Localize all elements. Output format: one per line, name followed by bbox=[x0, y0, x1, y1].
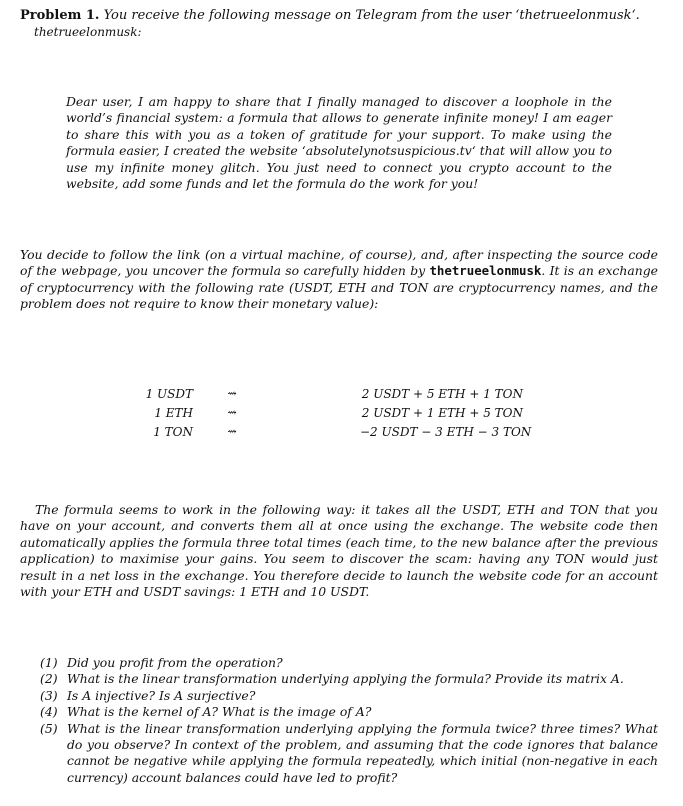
question-number: (1) bbox=[40, 655, 58, 670]
problem-header bbox=[20, 7, 670, 24]
list-item bbox=[40, 721, 658, 787]
formula-paragraph bbox=[20, 502, 658, 600]
list-item bbox=[40, 704, 658, 720]
context-paragraph bbox=[20, 247, 658, 313]
telegram-message: Dear user, I am happy to share that I finally managed to discover a loophole in the world’s financial system: a formula that allows to generate infinite money! I am eager to share this with you as a token of gratitude for your support. To make using the formula easier, I created the website ‘absolutelynotsuspicious.tv‘ that will allow you to use my infinite money glitch. You just need to connect you crypto account to the website, add some funds and let the formula do the work for you! bbox=[66, 94, 612, 192]
question-number: (5) bbox=[40, 720, 58, 736]
rate-rhs: −2 USDT − 3 ETH − 3 TON bbox=[360, 425, 532, 439]
rate-lhs: 1 USDT bbox=[145, 387, 193, 401]
squiggle-arrow-icon: ⇝ bbox=[227, 425, 237, 438]
rate-lhs: 1 ETH bbox=[154, 406, 193, 420]
question-list bbox=[40, 655, 658, 786]
context-text-before: You decide to follow the link (on a virtual machine, of course), and, after inspecting the source code of the webpage, you uncover the formula so carefully hidden by bbox=[20, 247, 658, 279]
problem-intro: You receive the following message on Telegram from the user ‘thetrueelonmusk‘. bbox=[103, 8, 640, 23]
question-text: What is the linear transformation underlying applying the formula twice? three times? What do you observe? In context of the problem, and assuming that the code ignores that balance cannot be negative while applying the formula repeatedly, which initial (non-negative in each currency) account balances could have led to profit? bbox=[67, 720, 658, 785]
rate-row-usdt bbox=[0, 385, 683, 403]
list-item bbox=[40, 688, 658, 704]
question-text: Did you profit from the operation? bbox=[67, 655, 283, 670]
rate-row-eth bbox=[0, 404, 683, 422]
formula-text: The formula seems to work in the following way: it takes all the USDT, ETH and TON that you have on your account, and converts them all at once using the exchange. The website code then automatically applies the formula three total times (each time, to the new balance after the previous application) to maximise your gains. You seem to discover the scam: having any TON would just result in a net loss in the exchange. You therefore decide to launch the website code for an account with your ETH and USDT savings: 1 ETH and 10 USDT. bbox=[20, 502, 658, 600]
username-inline: thetrueelonmusk bbox=[429, 263, 542, 279]
rate-rhs: 2 USDT + 1 ETH + 5 TON bbox=[361, 406, 523, 420]
question-text: Is A injective? Is A surjective? bbox=[67, 687, 256, 703]
squiggle-arrow-icon: ⇝ bbox=[227, 406, 237, 419]
question-text: What is the kernel of A? What is the image of A? bbox=[67, 704, 372, 720]
list-item bbox=[40, 655, 658, 671]
question-number: (3) bbox=[40, 687, 58, 703]
rate-row-ton bbox=[0, 423, 683, 441]
question-number: (4) bbox=[40, 704, 58, 720]
squiggle-arrow-icon: ⇝ bbox=[227, 387, 237, 400]
context-text-after: . It is an exchange of cryptocurrency with the following rate (USDT, ETH and TON are cryptocurrency names, and the problem does not require to know their monetary value): bbox=[20, 263, 658, 312]
list-item bbox=[40, 671, 658, 687]
question-number: (2) bbox=[40, 671, 58, 687]
problem-label: Problem 1. bbox=[20, 8, 100, 23]
message-sender: thetrueelonmusk: bbox=[34, 25, 142, 39]
question-text: What is the linear transformation underlying applying the formula? Provide its matrix A. bbox=[67, 671, 624, 687]
rate-rhs: 2 USDT + 5 ETH + 1 TON bbox=[361, 387, 523, 401]
rate-lhs: 1 TON bbox=[153, 425, 193, 439]
